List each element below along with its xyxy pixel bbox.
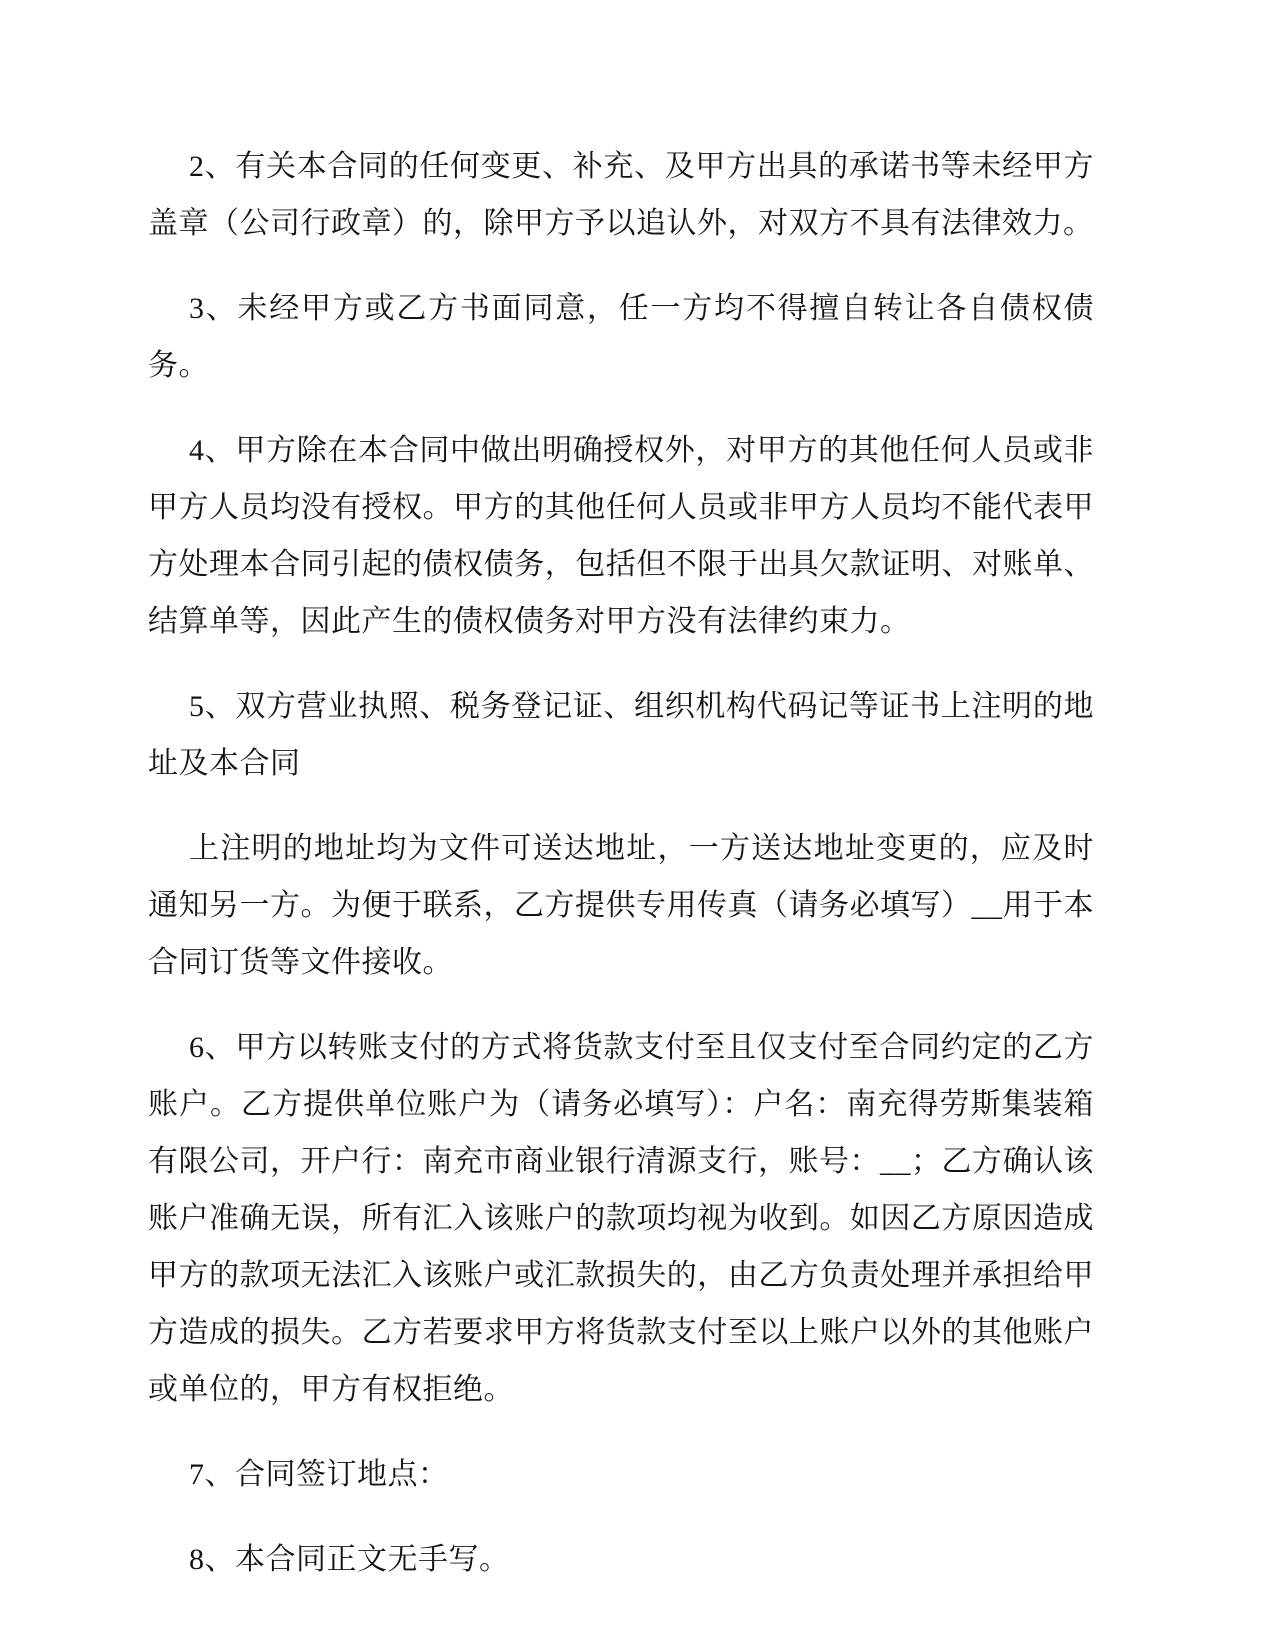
clause-6-paragraph: 6、甲方以转账支付的方式将货款支付至且仅支付至合同约定的乙方账户。乙方提供单位账户为（请务必填写）：户名：南充得劳斯集装箱有限公司，开户行：南充市商业银行清源支行，账号：__；乙方确认该账户准确无误，所有汇入该账户的款项均视为收到。如因乙方原因造成甲方的款项无法汇入该账户或汇款损失的，由乙方负责处理并承担给甲方造成的损失。乙方若要求甲方将货款支付至以上账户以外的其他账户或单位的，甲方有权拒绝。 (148, 1031, 1094, 1406)
clause-7-paragraph: 7、合同签订地点： (189, 1458, 449, 1491)
clause-2-paragraph: 2、有关本合同的任何变更、补充、及甲方出具的承诺书等未经甲方盖章（公司行政章）的，除甲方予以追认外，对双方不具有法律效力。 (148, 150, 1094, 240)
clause-5-paragraph: 5、双方营业执照、税务登记证、组织机构代码记等证书上注明的地址及本合同 (148, 690, 1094, 780)
contract-text-block (148, 138, 1094, 1588)
clause-8-paragraph: 8、本合同正文无手写。 (189, 1543, 510, 1576)
clause-3-paragraph: 3、未经甲方或乙方书面同意，任一方均不得擅自转让各自债权债务。 (148, 292, 1094, 382)
clause-5-continuation-paragraph: 上注明的地址均为文件可送达地址，一方送达地址变更的，应及时通知另一方。为便于联系，乙方提供专用传真（请务必填写）__用于本合同订货等文件接收。 (148, 832, 1094, 979)
clause-4-paragraph: 4、甲方除在本合同中做出明确授权外，对甲方的其他任何人员或非甲方人员均没有授权。甲方的其他任何人员或非甲方人员均不能代表甲方处理本合同引起的债权债务，包括但不限于出具欠款证明、对账单、结算单等，因此产生的债权债务对甲方没有法律约束力。 (148, 434, 1094, 638)
